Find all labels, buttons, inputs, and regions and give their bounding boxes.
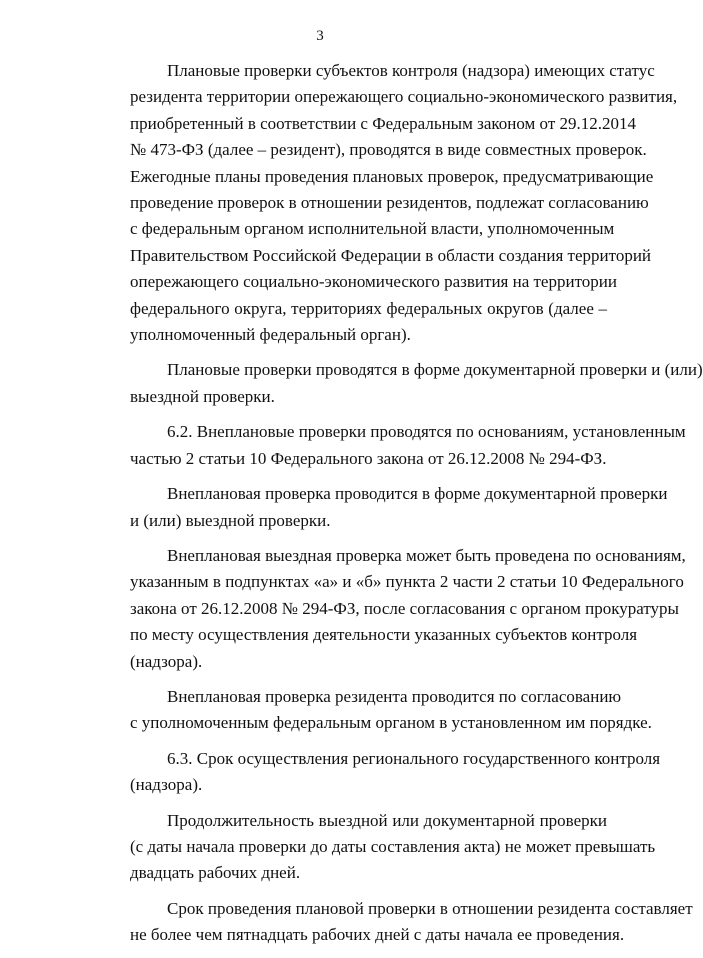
text-line: Плановые проверки проводятся в форме документарной проверки и (или) (167, 360, 703, 380)
text-line: закона от 26.12.2008 № 294-ФЗ, после согласования с органом прокуратуры (130, 598, 679, 618)
page-number: 3 (316, 28, 324, 44)
paragraph-resident-unscheduled (93, 684, 652, 737)
text-line: уполномоченный федеральный орган). (130, 325, 411, 345)
paragraph-duration (93, 808, 656, 887)
document-body (93, 58, 703, 958)
text-line: проведение проверок в отношении резидентов, подлежат согласованию (130, 193, 649, 213)
text-line: двадцать рабочих дней. (130, 863, 301, 883)
text-line: Внеплановая выездная проверка может быть проведена по основаниям, (167, 545, 686, 565)
text-line: опережающего социально-экономического развития на территории (130, 272, 617, 292)
text-line: Правительством Российской Федерации в области создания территорий (130, 245, 652, 265)
text-line: приобретенный в соответствии с Федеральным законом от 29.12.2014 (130, 113, 637, 133)
text-line: Внеплановая проверка проводится в форме документарной проверки (167, 484, 668, 504)
text-line: с уполномоченным федеральным органом в установленном им порядке. (130, 713, 652, 733)
paragraph-section-6-3 (93, 746, 661, 799)
text-line: Срок проведения плановой проверки в отношении резидента составляет (167, 898, 693, 918)
text-line: Внеплановая проверка резидента проводится по согласованию (167, 686, 622, 706)
text-line: Плановые проверки субъектов контроля (надзора) имеющих статус (167, 61, 655, 80)
text-line: Продолжительность выездной или документарной проверки (167, 810, 607, 830)
text-line: указанным в подпунктах «а» и «б» пункта 2 части 2 статьи 10 Федерального (130, 572, 684, 592)
text-line: выездной проверки. (130, 386, 275, 406)
text-line: федерального округа, территориях федеральных округов (далее – (130, 298, 607, 318)
text-line: не более чем пятнадцать рабочих дней с даты начала ее проведения. (130, 925, 625, 945)
paragraph-resident-term (93, 896, 693, 949)
text-line: (надзора). (130, 775, 203, 795)
paragraph-planned-form (93, 357, 703, 410)
text-line: 6.2. Внеплановые проверки проводятся по основаниям, установленным (167, 422, 686, 442)
text-line: и (или) выездной проверки. (130, 510, 331, 530)
text-line: (с даты начала проверки до даты составления акта) не может превышать (130, 836, 656, 856)
text-line: резидента территории опережающего социально-экономического развития, (130, 87, 678, 107)
text-line: с федеральным органом исполнительной власти, уполномоченным (130, 219, 615, 239)
paragraph-planned-inspections (93, 58, 678, 348)
text-line: по месту осуществления деятельности указанных субъектов контроля (130, 625, 638, 645)
text-line: № 473-ФЗ (далее – резидент), проводятся в виде совместных проверок. (130, 140, 647, 160)
paragraph-unscheduled-form (93, 481, 668, 534)
paragraph-unscheduled-field (93, 543, 686, 675)
paragraph-section-6-2 (93, 419, 686, 472)
text-line: частью 2 статьи 10 Федерального закона от 26.12.2008 № 294-ФЗ. (130, 448, 607, 468)
text-line: 6.3. Срок осуществления регионального государственного контроля (167, 748, 661, 768)
text-line: Ежегодные планы проведения плановых проверок, предусматривающие (130, 166, 654, 186)
text-line: (надзора). (130, 651, 203, 671)
